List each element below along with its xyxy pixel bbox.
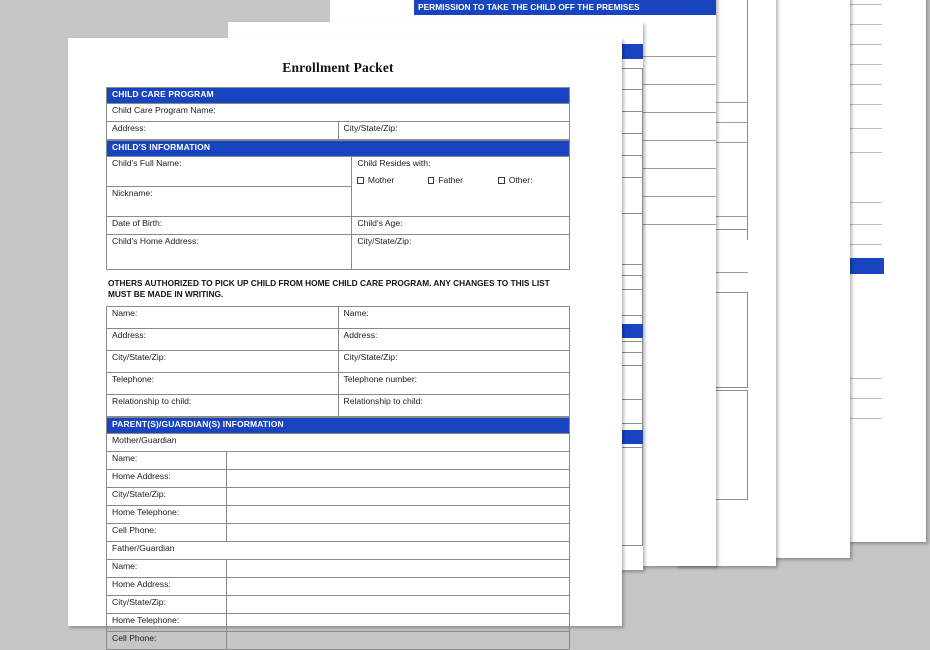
permission-page-header xyxy=(414,0,716,15)
field-mother-city-state-zip-value[interactable] xyxy=(227,487,570,505)
field-childs-home-address[interactable]: Child's Home Address: xyxy=(107,235,352,270)
page-title: Enrollment Packet xyxy=(282,60,394,75)
field-mother-name-label: Name: xyxy=(107,451,227,469)
field-date-of-birth[interactable]: Date of Birth: xyxy=(107,217,352,235)
field-mother-cell-phone-label: Cell Phone: xyxy=(107,523,227,541)
field-father-home-telephone-label: Home Telephone: xyxy=(107,613,227,631)
authorized-pickup-table xyxy=(106,306,570,417)
field-nickname[interactable]: Nickname: xyxy=(107,187,352,217)
field-program-name[interactable]: Child Care Program Name: xyxy=(107,104,570,122)
checkbox-mother-icon[interactable] xyxy=(357,177,364,184)
field-mother-home-address-value[interactable] xyxy=(227,469,570,487)
field-auth2-city-state-zip[interactable]: City/State/Zip: xyxy=(338,350,570,372)
field-auth2-address[interactable]: Address: xyxy=(338,328,570,350)
child-information-table xyxy=(106,140,570,270)
section-header-child-care-program: CHILD CARE PROGRAM xyxy=(107,88,570,104)
field-childs-full-name[interactable]: Child's Full Name: xyxy=(107,157,352,187)
field-father-home-address-label: Home Address: xyxy=(107,577,227,595)
section-header-childs-information: CHILD'S INFORMATION xyxy=(107,141,570,157)
field-father-city-state-zip-label: City/State/Zip: xyxy=(107,595,227,613)
field-auth1-telephone[interactable]: Telephone: xyxy=(107,372,339,394)
field-father-cell-phone-label: Cell Phone: xyxy=(107,631,227,649)
field-father-home-telephone-value[interactable] xyxy=(227,613,570,631)
field-father-home-address-value[interactable] xyxy=(227,577,570,595)
field-father-name-label: Name: xyxy=(107,559,227,577)
label-mother-guardian: Mother/Guardian xyxy=(107,433,570,451)
authorized-pickup-note: OTHERS AUTHORIZED TO PICK UP CHILD FROM HOME CHILD CARE PROGRAM. ANY CHANGES TO THIS LIST MUST BE MADE IN WRITING. xyxy=(108,278,550,299)
field-mother-home-telephone-label: Home Telephone: xyxy=(107,505,227,523)
field-auth1-city-state-zip[interactable]: City/State/Zip: xyxy=(107,350,339,372)
enrollment-packet-page xyxy=(68,38,622,643)
field-auth1-name[interactable]: Name: xyxy=(107,306,339,328)
field-father-cell-phone-value[interactable] xyxy=(227,631,570,649)
field-program-city-state-zip[interactable]: City/State/Zip: xyxy=(338,122,570,140)
field-auth1-relationship[interactable]: Relationship to child: xyxy=(107,394,339,416)
field-auth1-address[interactable]: Address: xyxy=(107,328,339,350)
field-auth2-name[interactable]: Name: xyxy=(338,306,570,328)
checkbox-label-mother: Mother xyxy=(367,174,395,185)
field-childs-age[interactable]: Child's Age: xyxy=(352,217,570,235)
permission-page-header-label: PERMISSION TO TAKE THE CHILD OFF THE PREMISES xyxy=(418,2,640,12)
field-mother-home-telephone-value[interactable] xyxy=(227,505,570,523)
child-resides-with-options xyxy=(357,176,569,186)
label-father-guardian: Father/Guardian xyxy=(107,541,570,559)
field-father-city-state-zip-value[interactable] xyxy=(227,595,570,613)
field-mother-cell-phone-value[interactable] xyxy=(227,523,570,541)
field-mother-name-value[interactable] xyxy=(227,451,570,469)
checkbox-option-father[interactable] xyxy=(428,176,498,186)
field-father-name-value[interactable] xyxy=(227,559,570,577)
child-resides-with-cell xyxy=(352,157,570,217)
field-mother-city-state-zip-label: City/State/Zip: xyxy=(107,487,227,505)
parent-guardian-table xyxy=(106,417,570,650)
checkbox-label-father: Father xyxy=(438,174,463,185)
child-resides-with-label: Child Resides with: xyxy=(357,158,431,168)
field-mother-home-address-label: Home Address: xyxy=(107,469,227,487)
field-auth2-telephone[interactable]: Telephone number: xyxy=(338,372,570,394)
field-auth2-relationship[interactable]: Relationship to child: xyxy=(338,394,570,416)
enrollment-form xyxy=(106,60,570,650)
checkbox-label-other: Other: xyxy=(508,174,533,185)
checkbox-father-icon[interactable] xyxy=(428,177,435,184)
checkbox-other-icon[interactable] xyxy=(498,177,505,184)
section-header-parent-guardian-information: PARENT(S)/GUARDIAN(S) INFORMATION xyxy=(107,417,570,433)
field-child-city-state-zip[interactable]: City/State/Zip: xyxy=(352,235,570,270)
field-program-address[interactable]: Address: xyxy=(107,122,339,140)
checkbox-option-other[interactable] xyxy=(498,176,568,186)
checkbox-option-mother[interactable] xyxy=(357,176,427,186)
child-care-program-table xyxy=(106,87,570,140)
